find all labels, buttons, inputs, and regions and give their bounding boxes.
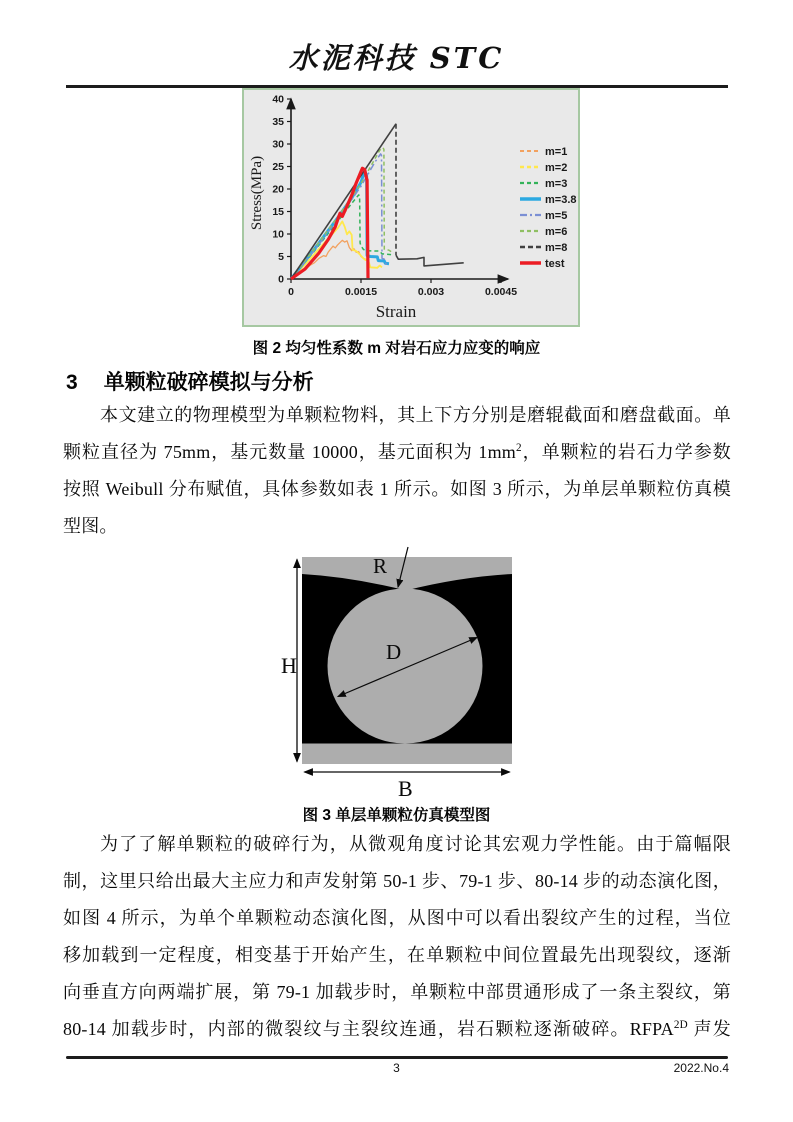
section-title: 单颗粒破碎模拟与分析 [103,371,314,394]
paragraph-1-line-2: 颗粒直径为 75mm，基元数量 10000，基元面积为 $1mm^2$，单颗粒的岩石力学参数 [63,442,732,462]
paragraph-2-line-1: 为了了解单颗粒的破碎行为，从微观角度讨论其宏观力学性能。由于篇幅限 [100,834,731,854]
svg-text:30: 30 [272,138,284,151]
particle-circle [328,589,483,744]
label-D: D [386,640,402,664]
stress-strain-chart [244,90,578,325]
paragraph-2-line-6: 80-14 加载步时，内部的微裂纹与主裂纹连通，岩石颗粒逐渐破碎。$RFPA^{2D}$ 声发 [63,1019,731,1039]
figure3-model-diagram [280,545,536,801]
svg-text:m=6: m=6 [545,226,568,238]
svg-text:Stress(MPa): Stress(MPa) [249,155,265,231]
svg-text:0.0015: 0.0015 [344,286,378,298]
journal-title: 水泥科技 STC [288,41,505,75]
label-R: R [373,554,388,578]
footer-rule [66,1056,728,1059]
figure2-chart-box [242,88,580,327]
paragraph-2 [63,826,731,1048]
section-number: 3 [66,371,78,394]
paragraph-1-line-3: 按照 Weibull 分布赋值，具体参数如表 1 所示。如图 3 所示，为单层单颗粒仿真模 [63,479,731,499]
paragraph-2-line-4: 移加载到一定程度，相变基于开始产生，在单颗粒中间位置最先出现裂纹，逐渐 [63,945,731,965]
svg-text:test: test [545,258,565,270]
svg-text:35: 35 [272,116,284,128]
table-section-bottom [302,744,512,765]
svg-text:m=2: m=2 [545,162,568,174]
paragraph-1-line-1: 本文建立的物理模型为单颗粒物料，其上下方分别是磨辊截面和磨盘截面。单 [100,405,731,425]
footer-issue: 2022.No.4 [673,1061,729,1075]
paragraph-2-line-5: 向垂直方向两端扩展，第 79-1 加载步时，单颗粒中部贯通形成了一条主裂纹，第 [63,982,731,1002]
svg-text:m=5: m=5 [545,210,568,222]
svg-text:0.0045: 0.0045 [484,286,518,298]
section-heading [66,366,314,396]
svg-text:20: 20 [272,183,284,196]
svg-text:5: 5 [278,251,284,263]
svg-text:40: 40 [272,93,284,106]
label-B: B [398,776,413,801]
paragraph-2-line-3: 如图 4 所示，为单个单颗粒动态演化图，从图中可以看出裂纹产生的过程，当位 [63,908,731,928]
svg-text:10: 10 [272,228,284,241]
svg-text:m=3.8: m=3.8 [545,194,577,206]
paragraph-1 [63,397,731,545]
footer-page-number: 3 [393,1061,400,1075]
svg-text:0.003: 0.003 [417,286,445,298]
paragraph-1-line-4: 型图。 [63,516,118,536]
svg-text:25: 25 [272,161,284,173]
figure3-caption: 图 3 单层单颗粒仿真模型图 [302,807,491,824]
svg-text:m=1: m=1 [545,146,568,158]
svg-text:0: 0 [288,286,294,298]
paragraph-2-line-2: 制，这里只给出最大主应力和声发射第 50-1 步、79-1 步、80-14 步的动态演化图， [63,871,731,891]
svg-text:0: 0 [278,273,284,286]
svg-text:m=3: m=3 [545,178,568,190]
svg-text:Strain: Strain [375,302,417,321]
figure2-caption: 图 2 均匀性系数 m 对岩石应力应变的响应 [252,340,541,357]
label-H: H [281,653,297,678]
svg-text:15: 15 [272,206,284,218]
svg-text:m=8: m=8 [545,242,568,254]
